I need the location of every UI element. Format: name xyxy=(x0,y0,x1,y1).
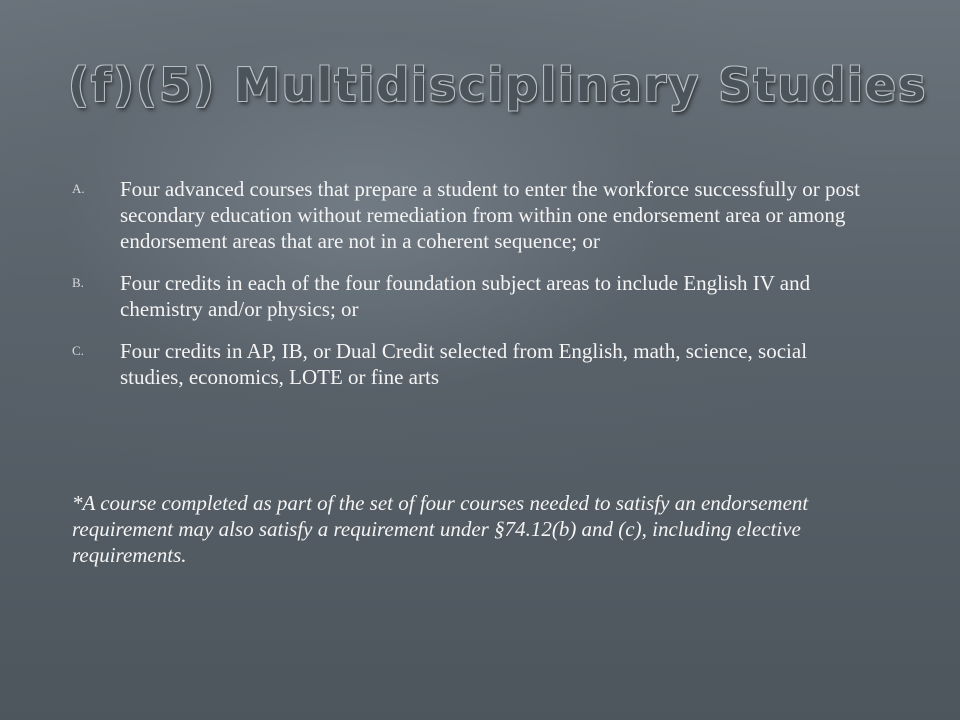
list-item-text: Four advanced courses that prepare a student to enter the workforce successfully or post secondary education without remediation from within one endorsement area or among endorsement areas that are not in a coherent sequence; or xyxy=(120,177,860,253)
list-marker: A. xyxy=(72,181,85,196)
list-item xyxy=(72,176,862,254)
list-item xyxy=(72,338,862,390)
slide-title: (f)(5) Multidisciplinary Studies xyxy=(68,58,928,112)
list-item-text: Four credits in each of the four foundation subject areas to include English IV and chemistry and/or physics; or xyxy=(120,271,811,321)
list-item xyxy=(72,270,862,322)
list-item-text: Four credits in AP, IB, or Dual Credit selected from English, math, science, social studies, economics, LOTE or fine arts xyxy=(120,339,808,389)
requirements-list xyxy=(72,176,862,406)
list-marker: B. xyxy=(72,275,84,290)
list-marker: C. xyxy=(72,343,84,358)
footnote: *A course completed as part of the set of four courses needed to satisfy an endorsement requirement may also satisfy a requirement under §74.12(b) and (c), including elective requirements. xyxy=(72,491,809,567)
